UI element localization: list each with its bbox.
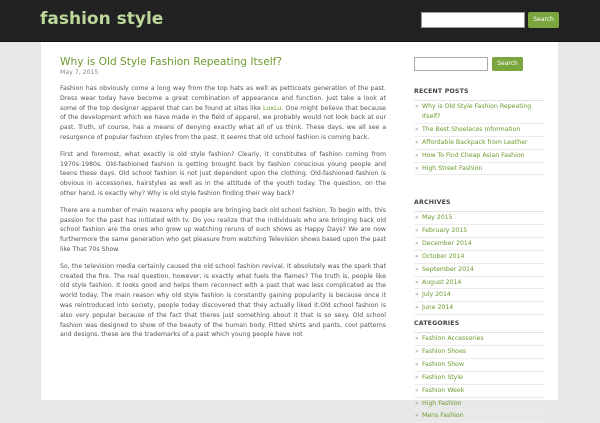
- archives-list: [414, 211, 544, 315]
- header-search-input[interactable]: [421, 12, 525, 28]
- main-content: [60, 55, 386, 347]
- paragraph-text: Fashion has obviously come a long way from the top hats as well as petticoats generation of the past. Dress wear today have become a great combination of appearance and function. Just take a look at some of the top designer apparel that can be found at sites like: [60, 85, 386, 112]
- recent-post-link[interactable]: » High Street Fashion: [414, 163, 544, 176]
- widget-title: RECENT POSTS: [414, 88, 469, 95]
- luxlu-link[interactable]: LuxLu: [263, 104, 282, 112]
- post-paragraph: So, the television media certainly caused the old school fashion revival. It absolutely was the spark that created the fire. The real question, however, is exactly what fuels the flames? The truth is, people like old style fashion. It looks good and helps them reconnect with a past that was less complicated as the world today. The main reason why old style fashion is constantly gaining popularity is because once it was reintroduced into society, people today discovered that they actually liked it.Old school fashion is also very popular because of the fact that theres just something about it that is so sexy. Old school fashion was designed to show of the beauty of the human body. Fitted shirts and pants, cool patterns and designs, these are the trademarks of a past which young people have not: [60, 262, 386, 339]
- site-header: [0, 0, 600, 42]
- widget-title: CATEGORIES: [414, 320, 460, 327]
- category-link[interactable]: » Fashion Shoes: [414, 346, 544, 359]
- archive-link[interactable]: » August 2014: [414, 277, 544, 290]
- site-title[interactable]: fashion style: [40, 9, 164, 29]
- sidebar-search-button[interactable]: Search: [492, 57, 523, 71]
- archive-link[interactable]: » February 2015: [414, 225, 544, 238]
- post-paragraph: [60, 84, 386, 143]
- archive-link[interactable]: » October 2014: [414, 251, 544, 264]
- recent-post-link[interactable]: » The Best Shoelaces Information: [414, 124, 544, 137]
- category-link[interactable]: » High Fashion: [414, 398, 544, 411]
- archive-link[interactable]: » June 2014: [414, 302, 544, 315]
- category-link[interactable]: » Fashion Show: [414, 359, 544, 372]
- category-link[interactable]: » Fashion Week: [414, 385, 544, 398]
- recent-post-link[interactable]: » Why is Old Style Fashion Repeating Itself?: [414, 101, 544, 124]
- categories-widget: [414, 320, 544, 423]
- recent-posts-list: [414, 100, 544, 175]
- archive-link[interactable]: » December 2014: [414, 238, 544, 251]
- recent-posts-widget: [414, 88, 544, 175]
- post-paragraph: There are a number of main reasons why people are bringing back old school fashion. To begin with, this passion for the past has initiated with tv. Do you realize that the individuals who are bringing back old school fashion are the ones who grew up watching reruns of such shows as Happy Days? We are now furthermore the same generation who get pleasure from watching Television shows based upon the past like That 70s Show.: [60, 206, 386, 253]
- archive-link[interactable]: » September 2014: [414, 264, 544, 277]
- paragraph-text: . One might believe that because of the development which we have made in the field of apparel, we probably would not look back at our past. Truth, of course, has a means of denying exactly what all of us think. These days, we all see a resurgence of popular fashion styles from the past. It seems that old school fashion is coming back.: [60, 104, 386, 141]
- category-link[interactable]: » Fashion Accessories: [414, 333, 544, 346]
- archive-link[interactable]: » May 2015: [414, 212, 544, 225]
- header-search-button[interactable]: Search: [528, 12, 559, 28]
- category-link[interactable]: » Mens Fashion: [414, 410, 544, 423]
- archives-widget: [414, 199, 544, 315]
- recent-post-link[interactable]: » Affordable Backpack from Leather: [414, 137, 544, 150]
- archive-link[interactable]: » July 2014: [414, 289, 544, 302]
- category-link[interactable]: » Fashion Style: [414, 372, 544, 385]
- recent-post-link[interactable]: » How To Find Cheap Asian Fashion: [414, 150, 544, 163]
- post-paragraph: First and foremost, what exactly is old style fashion? Clearly, it constitutes of fashion coming from 1970s-1980s. Old-fashioned fashion is getting brought back by fashion conscious young people and teens these days. Old school fashion is not just dependent upon the clothing. Old-fashioned fashion is obvious in accessories, hairstyles as well as in the attitude of the youth today. The question, on the other hand, is exactly why? Why is old style fashion finding their way back?: [60, 150, 386, 197]
- post-date[interactable]: May 7, 2015: [60, 69, 99, 76]
- page-wrapper: [41, 42, 558, 420]
- sidebar-search-input[interactable]: [414, 57, 488, 71]
- widget-title: ARCHIVES: [414, 199, 451, 206]
- categories-list: [414, 332, 544, 423]
- post-title[interactable]: Why is Old Style Fashion Repeating Itself?: [60, 56, 283, 68]
